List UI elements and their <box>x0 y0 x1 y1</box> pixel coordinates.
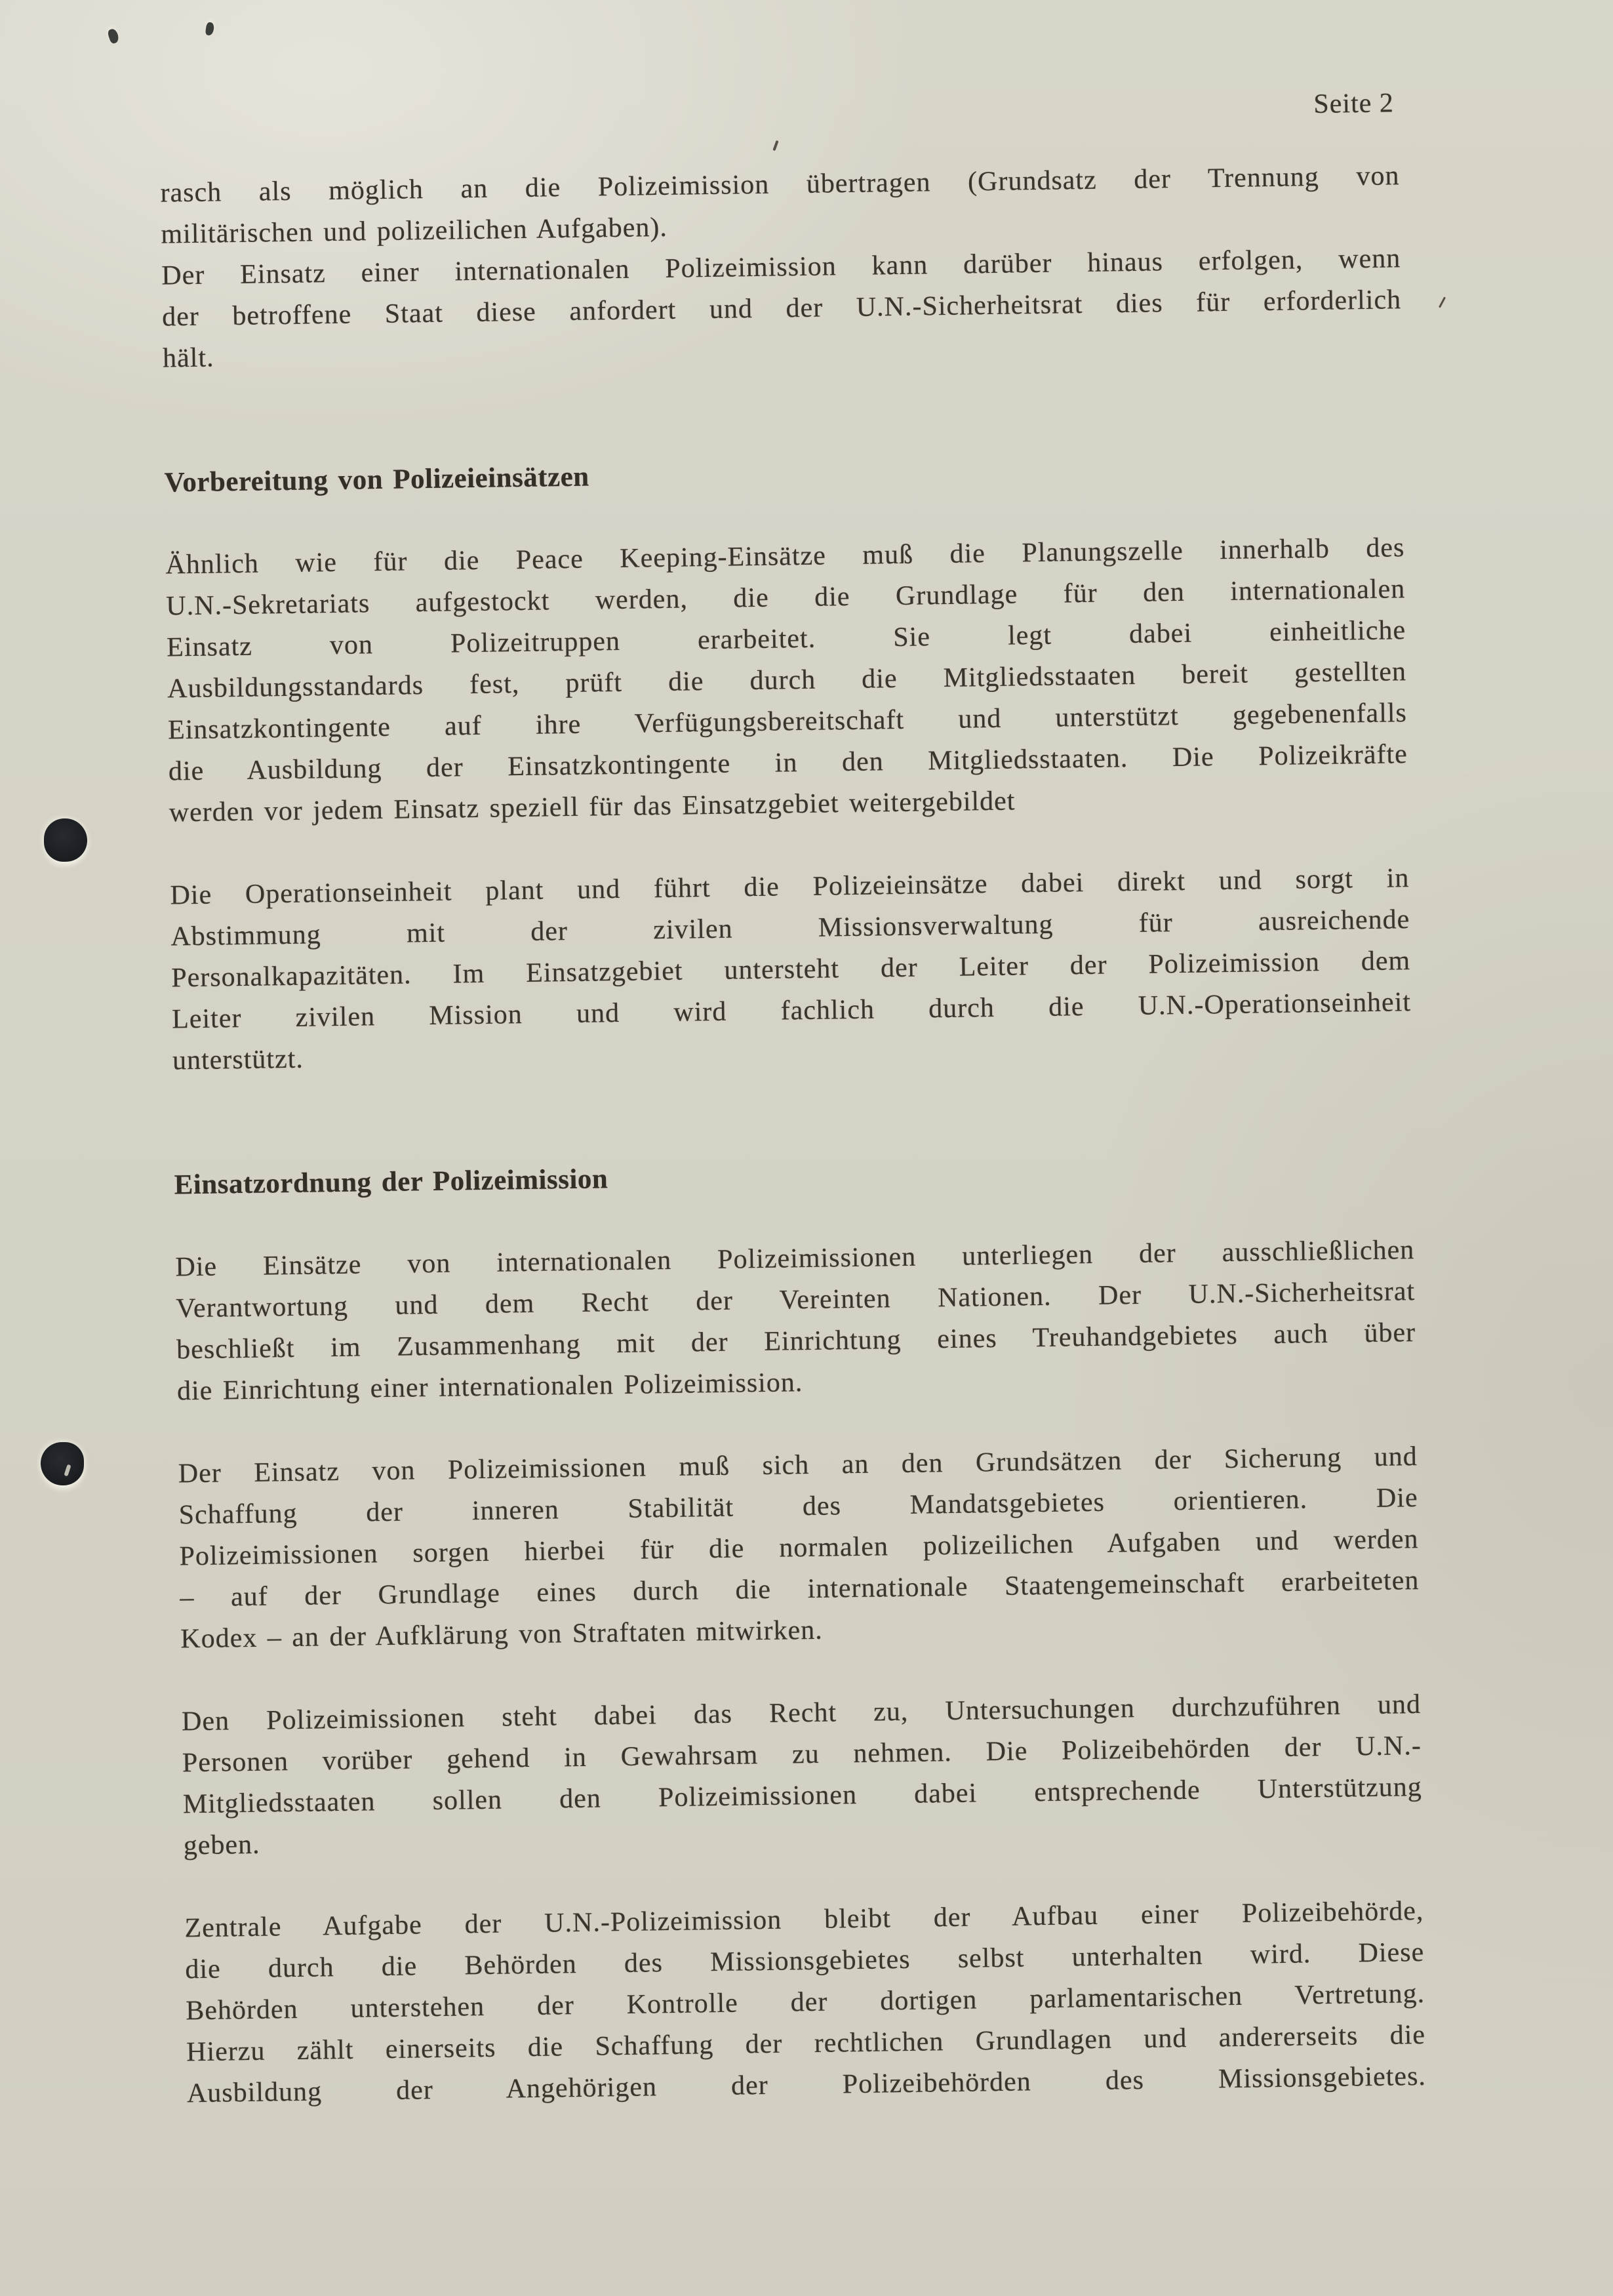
text-line: Hierzu zählt einerseits die Schaffung der rechtlichen Grundlagen und andererseits die <box>186 2019 1426 2068</box>
paragraph-grundsaetze <box>178 1436 1420 1660</box>
text-line: Der Einsatz von Polizeimissionen muß sich an den Grundsätzen der Sicherung und <box>178 1441 1418 1489</box>
paragraph-zentrale-aufgabe <box>184 1891 1426 2114</box>
text-line: militärischen und polizeilichen Aufgaben). <box>161 212 668 250</box>
text-line: Abstimmung mit der zivilen Missionsverwaltung für ausreichende <box>170 904 1410 952</box>
text-line: die durch die Behörden des Missionsgebietes selbst unterhalten wird. Diese <box>185 1937 1425 1985</box>
text-line: Schaffung der inneren Stabilität des Mandatsgebietes orientieren. Die <box>178 1483 1418 1531</box>
text-line: Personen vorüber gehend in Gewahrsam zu nehmen. Die Polizeibehörden der U.N.- <box>182 1730 1422 1779</box>
text-line: Einsatzkontingente auf ihre Verfügungsbereitschaft und unterstützt gegebenenfalls <box>167 698 1408 746</box>
text-line: Einsatz von Polizeitruppen erarbeitet. Sie legt dabei einheitliche <box>166 615 1406 663</box>
paragraph-intro <box>160 155 1402 379</box>
text-line: Zentrale Aufgabe der U.N.-Polizeimission bleibt der Aufbau einer Polizeibehörde, <box>184 1895 1424 1944</box>
text-line: Die Einsätze von internationalen Polizeimissionen unterliegen der ausschließlichen <box>175 1235 1415 1283</box>
text-line: Personalkapazitäten. Im Einsatzgebiet untersteht der Leiter der Polizeimission dem <box>170 946 1411 994</box>
text-line: Verantwortung und dem Recht der Vereinten Nationen. Der U.N.-Sicherheitsrat <box>176 1276 1416 1324</box>
text-line: die Einrichtung einer internationalen Polizeimission. <box>176 1367 803 1407</box>
text-line: Den Polizeimissionen steht dabei das Recht zu, Untersuchungen durchzuführen und <box>181 1689 1422 1737</box>
text-line: Die Operationseinheit plant und führt die Polizeieinsätze dabei direkt und sorgt in <box>170 863 1410 911</box>
document-body <box>160 155 1426 2114</box>
text-line: – auf der Grundlage eines durch die internationale Staatengemeinschaft erarbeiteten <box>180 1565 1420 1613</box>
text-line: Ähnlich wie für die Peace Keeping-Einsätze muß die Planungszelle innerhalb des <box>165 533 1405 580</box>
text-line: Behörden unterstehen der Kontrolle der dortigen parlamentarischen Vertretung. <box>185 1978 1425 2026</box>
text-line: rasch als möglich an die Polizeimission übertragen (Grundsatz der Trennung von <box>160 161 1400 209</box>
text-line: Kodex – an der Aufklärung von Straftaten mitwirken. <box>180 1615 824 1655</box>
paragraph-planungszelle <box>165 527 1408 834</box>
paragraph-verantwortung <box>175 1230 1416 1412</box>
text-line: Der Einsatz einer internationalen Polizeimission kann darüber hinaus erfolgen, wenn <box>161 243 1401 291</box>
text-line: U.N.-Sekretariats aufgestockt werden, die die Grundlage für den internationalen <box>166 574 1406 622</box>
paragraph-operationseinheit <box>170 858 1412 1081</box>
text-line: Polizeimissionen sorgen hierbei für die normalen polizeilichen Aufgaben und werden <box>179 1524 1419 1572</box>
text-line: der betroffene Staat diese anfordert und der U.N.-Sicherheitsrat dies für erforderlich <box>161 285 1402 332</box>
page-number: Seite 2 <box>1313 88 1395 120</box>
text-line: Ausbildung der Angehörigen der Polizeibehörden des Missionsgebietes. <box>186 2061 1427 2109</box>
text-line: Leiter zivilen Mission und wird fachlich durch die U.N.-Operationseinheit <box>171 987 1412 1035</box>
text-line: Ausbildungsstandards fest, prüft die durch die Mitgliedsstaaten bereit gestellten <box>167 656 1407 704</box>
text-line: Mitgliedsstaaten sollen den Polizeimissionen dabei entsprechende Unterstützung <box>182 1771 1423 1820</box>
section-heading-einsatzordnung: Einsatzordnung der Polizeimission <box>174 1163 608 1201</box>
paragraph-rechte <box>182 1684 1423 1866</box>
section-heading-vorbereitung: Vorbereitung von Polizeieinsätzen <box>164 461 589 498</box>
text-line: hält. <box>162 342 214 374</box>
text-line: unterstützt. <box>172 1043 304 1076</box>
text-line: die Ausbildung der Einsatzkontingente in den Mitgliedsstaaten. Die Polizeikräfte <box>168 739 1408 787</box>
text-line: beschließt im Zusammenhang mit der Einrichtung eines Treuhandgebietes auch über <box>176 1318 1416 1365</box>
text-line: geben. <box>183 1829 260 1861</box>
text-line: werden vor jedem Einsatz speziell für das Einsatzgebiet weitergebildet <box>169 786 1016 828</box>
